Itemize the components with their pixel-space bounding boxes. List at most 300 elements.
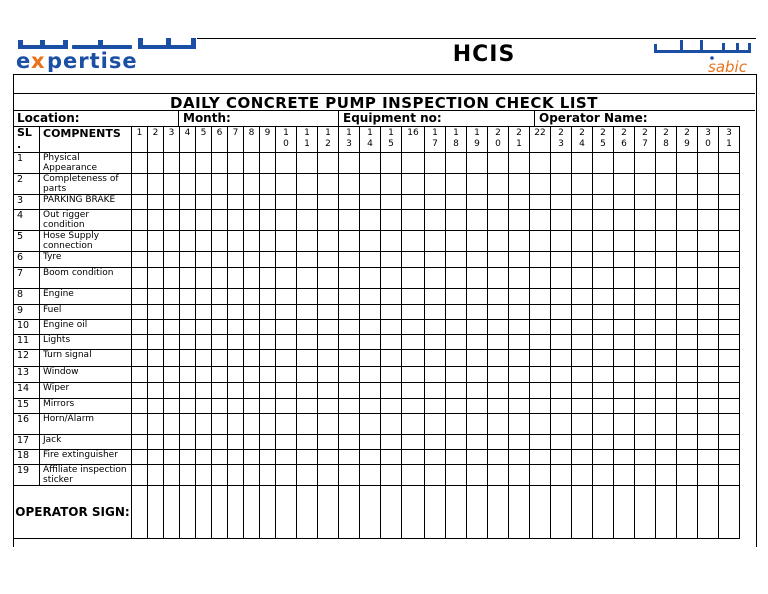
check-cell[interactable] [698, 435, 719, 450]
check-cell[interactable] [297, 153, 318, 174]
check-cell[interactable] [360, 367, 381, 383]
check-cell[interactable] [614, 268, 635, 289]
check-cell[interactable] [551, 210, 572, 231]
check-cell[interactable] [196, 414, 212, 435]
sign-cell[interactable] [196, 486, 212, 539]
check-cell[interactable] [148, 153, 164, 174]
check-cell[interactable] [551, 289, 572, 305]
check-cell[interactable] [381, 414, 402, 435]
check-cell[interactable] [318, 435, 339, 450]
check-cell[interactable] [276, 174, 297, 195]
check-cell[interactable] [719, 174, 740, 195]
check-cell[interactable] [132, 383, 148, 399]
sign-cell[interactable] [132, 486, 148, 539]
check-cell[interactable] [572, 210, 593, 231]
check-cell[interactable] [164, 335, 180, 350]
check-cell[interactable] [244, 153, 260, 174]
check-cell[interactable] [228, 414, 244, 435]
check-cell[interactable] [318, 367, 339, 383]
check-cell[interactable] [196, 153, 212, 174]
check-cell[interactable] [180, 350, 196, 367]
check-cell[interactable] [635, 231, 656, 252]
check-cell[interactable] [509, 367, 530, 383]
sign-cell[interactable] [530, 486, 551, 539]
check-cell[interactable] [446, 305, 467, 320]
check-cell[interactable] [425, 450, 446, 465]
sign-cell[interactable] [677, 486, 698, 539]
check-cell[interactable] [244, 231, 260, 252]
check-cell[interactable] [318, 399, 339, 414]
check-cell[interactable] [635, 450, 656, 465]
check-cell[interactable] [656, 153, 677, 174]
check-cell[interactable] [572, 320, 593, 335]
check-cell[interactable] [381, 268, 402, 289]
check-cell[interactable] [244, 289, 260, 305]
check-cell[interactable] [488, 210, 509, 231]
check-cell[interactable] [446, 350, 467, 367]
check-cell[interactable] [228, 350, 244, 367]
check-cell[interactable] [339, 399, 360, 414]
check-cell[interactable] [509, 231, 530, 252]
check-cell[interactable] [402, 465, 425, 486]
check-cell[interactable] [132, 305, 148, 320]
check-cell[interactable] [196, 305, 212, 320]
check-cell[interactable] [132, 195, 148, 210]
check-cell[interactable] [228, 268, 244, 289]
check-cell[interactable] [196, 450, 212, 465]
sign-cell[interactable] [446, 486, 467, 539]
check-cell[interactable] [196, 435, 212, 450]
check-cell[interactable] [719, 153, 740, 174]
check-cell[interactable] [318, 335, 339, 350]
check-cell[interactable] [635, 195, 656, 210]
check-cell[interactable] [635, 252, 656, 268]
check-cell[interactable] [425, 210, 446, 231]
check-cell[interactable] [212, 350, 228, 367]
check-cell[interactable] [467, 335, 488, 350]
check-cell[interactable] [360, 335, 381, 350]
check-cell[interactable] [180, 252, 196, 268]
check-cell[interactable] [381, 210, 402, 231]
check-cell[interactable] [635, 174, 656, 195]
check-cell[interactable] [360, 153, 381, 174]
check-cell[interactable] [244, 399, 260, 414]
check-cell[interactable] [446, 231, 467, 252]
check-cell[interactable] [164, 367, 180, 383]
check-cell[interactable] [228, 450, 244, 465]
check-cell[interactable] [719, 320, 740, 335]
sign-cell[interactable] [212, 486, 228, 539]
check-cell[interactable] [148, 335, 164, 350]
check-cell[interactable] [467, 320, 488, 335]
check-cell[interactable] [148, 195, 164, 210]
check-cell[interactable] [318, 289, 339, 305]
sign-cell[interactable] [318, 486, 339, 539]
check-cell[interactable] [530, 305, 551, 320]
check-cell[interactable] [244, 320, 260, 335]
check-cell[interactable] [339, 414, 360, 435]
check-cell[interactable] [180, 153, 196, 174]
check-cell[interactable] [196, 252, 212, 268]
check-cell[interactable] [530, 252, 551, 268]
check-cell[interactable] [446, 289, 467, 305]
check-cell[interactable] [656, 210, 677, 231]
check-cell[interactable] [196, 350, 212, 367]
check-cell[interactable] [446, 335, 467, 350]
check-cell[interactable] [381, 289, 402, 305]
check-cell[interactable] [402, 320, 425, 335]
check-cell[interactable] [488, 153, 509, 174]
sign-cell[interactable] [614, 486, 635, 539]
check-cell[interactable] [593, 367, 614, 383]
check-cell[interactable] [656, 435, 677, 450]
check-cell[interactable] [698, 414, 719, 435]
check-cell[interactable] [698, 335, 719, 350]
check-cell[interactable] [467, 450, 488, 465]
check-cell[interactable] [635, 335, 656, 350]
check-cell[interactable] [425, 399, 446, 414]
check-cell[interactable] [212, 435, 228, 450]
check-cell[interactable] [509, 450, 530, 465]
check-cell[interactable] [180, 465, 196, 486]
check-cell[interactable] [551, 450, 572, 465]
check-cell[interactable] [467, 231, 488, 252]
check-cell[interactable] [614, 289, 635, 305]
check-cell[interactable] [276, 399, 297, 414]
check-cell[interactable] [677, 252, 698, 268]
check-cell[interactable] [297, 231, 318, 252]
check-cell[interactable] [228, 231, 244, 252]
check-cell[interactable] [593, 174, 614, 195]
check-cell[interactable] [677, 350, 698, 367]
check-cell[interactable] [614, 210, 635, 231]
check-cell[interactable] [530, 367, 551, 383]
check-cell[interactable] [614, 350, 635, 367]
check-cell[interactable] [228, 289, 244, 305]
check-cell[interactable] [360, 174, 381, 195]
check-cell[interactable] [614, 252, 635, 268]
check-cell[interactable] [260, 153, 276, 174]
check-cell[interactable] [132, 268, 148, 289]
check-cell[interactable] [425, 195, 446, 210]
check-cell[interactable] [148, 435, 164, 450]
check-cell[interactable] [698, 320, 719, 335]
check-cell[interactable] [276, 450, 297, 465]
check-cell[interactable] [402, 383, 425, 399]
check-cell[interactable] [698, 252, 719, 268]
check-cell[interactable] [180, 414, 196, 435]
check-cell[interactable] [164, 153, 180, 174]
check-cell[interactable] [212, 289, 228, 305]
check-cell[interactable] [402, 210, 425, 231]
check-cell[interactable] [488, 231, 509, 252]
check-cell[interactable] [132, 153, 148, 174]
check-cell[interactable] [164, 435, 180, 450]
check-cell[interactable] [339, 450, 360, 465]
check-cell[interactable] [381, 435, 402, 450]
check-cell[interactable] [593, 231, 614, 252]
check-cell[interactable] [381, 252, 402, 268]
check-cell[interactable] [318, 305, 339, 320]
check-cell[interactable] [677, 195, 698, 210]
check-cell[interactable] [180, 289, 196, 305]
check-cell[interactable] [614, 465, 635, 486]
check-cell[interactable] [509, 252, 530, 268]
check-cell[interactable] [360, 305, 381, 320]
check-cell[interactable] [446, 414, 467, 435]
check-cell[interactable] [509, 305, 530, 320]
check-cell[interactable] [381, 231, 402, 252]
sign-cell[interactable] [719, 486, 740, 539]
check-cell[interactable] [572, 414, 593, 435]
check-cell[interactable] [148, 450, 164, 465]
check-cell[interactable] [212, 335, 228, 350]
check-cell[interactable] [509, 383, 530, 399]
check-cell[interactable] [339, 383, 360, 399]
check-cell[interactable] [551, 414, 572, 435]
check-cell[interactable] [360, 399, 381, 414]
check-cell[interactable] [572, 153, 593, 174]
check-cell[interactable] [402, 268, 425, 289]
check-cell[interactable] [132, 435, 148, 450]
check-cell[interactable] [297, 320, 318, 335]
check-cell[interactable] [196, 174, 212, 195]
check-cell[interactable] [572, 350, 593, 367]
check-cell[interactable] [132, 350, 148, 367]
check-cell[interactable] [381, 174, 402, 195]
check-cell[interactable] [196, 367, 212, 383]
check-cell[interactable] [593, 399, 614, 414]
check-cell[interactable] [297, 350, 318, 367]
check-cell[interactable] [244, 195, 260, 210]
check-cell[interactable] [488, 414, 509, 435]
check-cell[interactable] [551, 465, 572, 486]
check-cell[interactable] [402, 289, 425, 305]
check-cell[interactable] [212, 320, 228, 335]
check-cell[interactable] [339, 335, 360, 350]
check-cell[interactable] [467, 195, 488, 210]
check-cell[interactable] [635, 414, 656, 435]
check-cell[interactable] [719, 465, 740, 486]
check-cell[interactable] [180, 383, 196, 399]
check-cell[interactable] [677, 210, 698, 231]
sign-cell[interactable] [425, 486, 446, 539]
check-cell[interactable] [467, 414, 488, 435]
check-cell[interactable] [164, 320, 180, 335]
check-cell[interactable] [164, 305, 180, 320]
check-cell[interactable] [593, 320, 614, 335]
check-cell[interactable] [488, 465, 509, 486]
check-cell[interactable] [446, 465, 467, 486]
check-cell[interactable] [425, 174, 446, 195]
sign-cell[interactable] [698, 486, 719, 539]
check-cell[interactable] [148, 414, 164, 435]
check-cell[interactable] [132, 174, 148, 195]
check-cell[interactable] [297, 252, 318, 268]
check-cell[interactable] [196, 465, 212, 486]
sign-cell[interactable] [180, 486, 196, 539]
check-cell[interactable] [677, 450, 698, 465]
check-cell[interactable] [446, 210, 467, 231]
check-cell[interactable] [446, 174, 467, 195]
check-cell[interactable] [276, 268, 297, 289]
check-cell[interactable] [719, 383, 740, 399]
check-cell[interactable] [318, 350, 339, 367]
check-cell[interactable] [509, 350, 530, 367]
check-cell[interactable] [212, 399, 228, 414]
check-cell[interactable] [339, 210, 360, 231]
check-cell[interactable] [509, 320, 530, 335]
check-cell[interactable] [551, 268, 572, 289]
check-cell[interactable] [260, 305, 276, 320]
check-cell[interactable] [164, 414, 180, 435]
check-cell[interactable] [132, 289, 148, 305]
check-cell[interactable] [425, 231, 446, 252]
sign-cell[interactable] [509, 486, 530, 539]
check-cell[interactable] [488, 350, 509, 367]
check-cell[interactable] [244, 450, 260, 465]
check-cell[interactable] [467, 465, 488, 486]
check-cell[interactable] [719, 252, 740, 268]
check-cell[interactable] [339, 252, 360, 268]
check-cell[interactable] [467, 153, 488, 174]
check-cell[interactable] [425, 153, 446, 174]
check-cell[interactable] [318, 174, 339, 195]
check-cell[interactable] [297, 399, 318, 414]
check-cell[interactable] [381, 465, 402, 486]
check-cell[interactable] [228, 383, 244, 399]
sign-cell[interactable] [244, 486, 260, 539]
check-cell[interactable] [276, 367, 297, 383]
check-cell[interactable] [148, 268, 164, 289]
check-cell[interactable] [402, 305, 425, 320]
check-cell[interactable] [297, 195, 318, 210]
check-cell[interactable] [698, 289, 719, 305]
check-cell[interactable] [614, 414, 635, 435]
check-cell[interactable] [276, 320, 297, 335]
check-cell[interactable] [572, 174, 593, 195]
sign-cell[interactable] [260, 486, 276, 539]
check-cell[interactable] [530, 450, 551, 465]
check-cell[interactable] [196, 268, 212, 289]
check-cell[interactable] [276, 335, 297, 350]
check-cell[interactable] [339, 174, 360, 195]
check-cell[interactable] [402, 153, 425, 174]
check-cell[interactable] [677, 465, 698, 486]
check-cell[interactable] [488, 367, 509, 383]
check-cell[interactable] [180, 399, 196, 414]
check-cell[interactable] [164, 289, 180, 305]
check-cell[interactable] [196, 195, 212, 210]
check-cell[interactable] [212, 305, 228, 320]
check-cell[interactable] [425, 350, 446, 367]
check-cell[interactable] [614, 435, 635, 450]
check-cell[interactable] [614, 335, 635, 350]
check-cell[interactable] [698, 305, 719, 320]
check-cell[interactable] [425, 305, 446, 320]
check-cell[interactable] [132, 231, 148, 252]
check-cell[interactable] [360, 289, 381, 305]
check-cell[interactable] [614, 399, 635, 414]
check-cell[interactable] [196, 320, 212, 335]
check-cell[interactable] [467, 350, 488, 367]
check-cell[interactable] [180, 305, 196, 320]
check-cell[interactable] [402, 174, 425, 195]
check-cell[interactable] [467, 367, 488, 383]
check-cell[interactable] [318, 153, 339, 174]
check-cell[interactable] [276, 289, 297, 305]
check-cell[interactable] [530, 435, 551, 450]
check-cell[interactable] [488, 195, 509, 210]
sign-cell[interactable] [551, 486, 572, 539]
check-cell[interactable] [425, 252, 446, 268]
check-cell[interactable] [402, 252, 425, 268]
check-cell[interactable] [488, 289, 509, 305]
check-cell[interactable] [244, 252, 260, 268]
check-cell[interactable] [719, 367, 740, 383]
check-cell[interactable] [276, 465, 297, 486]
check-cell[interactable] [614, 305, 635, 320]
check-cell[interactable] [381, 450, 402, 465]
check-cell[interactable] [260, 335, 276, 350]
check-cell[interactable] [339, 153, 360, 174]
check-cell[interactable] [635, 153, 656, 174]
check-cell[interactable] [196, 210, 212, 231]
check-cell[interactable] [656, 350, 677, 367]
check-cell[interactable] [656, 383, 677, 399]
check-cell[interactable] [318, 252, 339, 268]
check-cell[interactable] [164, 399, 180, 414]
check-cell[interactable] [132, 465, 148, 486]
check-cell[interactable] [509, 195, 530, 210]
check-cell[interactable] [467, 305, 488, 320]
check-cell[interactable] [488, 450, 509, 465]
check-cell[interactable] [551, 305, 572, 320]
check-cell[interactable] [148, 350, 164, 367]
check-cell[interactable] [467, 289, 488, 305]
check-cell[interactable] [698, 231, 719, 252]
check-cell[interactable] [260, 252, 276, 268]
check-cell[interactable] [656, 450, 677, 465]
check-cell[interactable] [164, 450, 180, 465]
check-cell[interactable] [719, 450, 740, 465]
check-cell[interactable] [656, 305, 677, 320]
check-cell[interactable] [698, 174, 719, 195]
check-cell[interactable] [614, 195, 635, 210]
check-cell[interactable] [656, 231, 677, 252]
check-cell[interactable] [180, 367, 196, 383]
check-cell[interactable] [530, 383, 551, 399]
check-cell[interactable] [196, 399, 212, 414]
check-cell[interactable] [593, 195, 614, 210]
check-cell[interactable] [196, 383, 212, 399]
check-cell[interactable] [446, 399, 467, 414]
check-cell[interactable] [677, 383, 698, 399]
check-cell[interactable] [297, 414, 318, 435]
check-cell[interactable] [164, 210, 180, 231]
check-cell[interactable] [572, 435, 593, 450]
check-cell[interactable] [677, 174, 698, 195]
check-cell[interactable] [339, 465, 360, 486]
sign-cell[interactable] [228, 486, 244, 539]
check-cell[interactable] [318, 450, 339, 465]
check-cell[interactable] [593, 252, 614, 268]
check-cell[interactable] [530, 153, 551, 174]
check-cell[interactable] [339, 305, 360, 320]
check-cell[interactable] [656, 289, 677, 305]
check-cell[interactable] [148, 174, 164, 195]
check-cell[interactable] [381, 153, 402, 174]
